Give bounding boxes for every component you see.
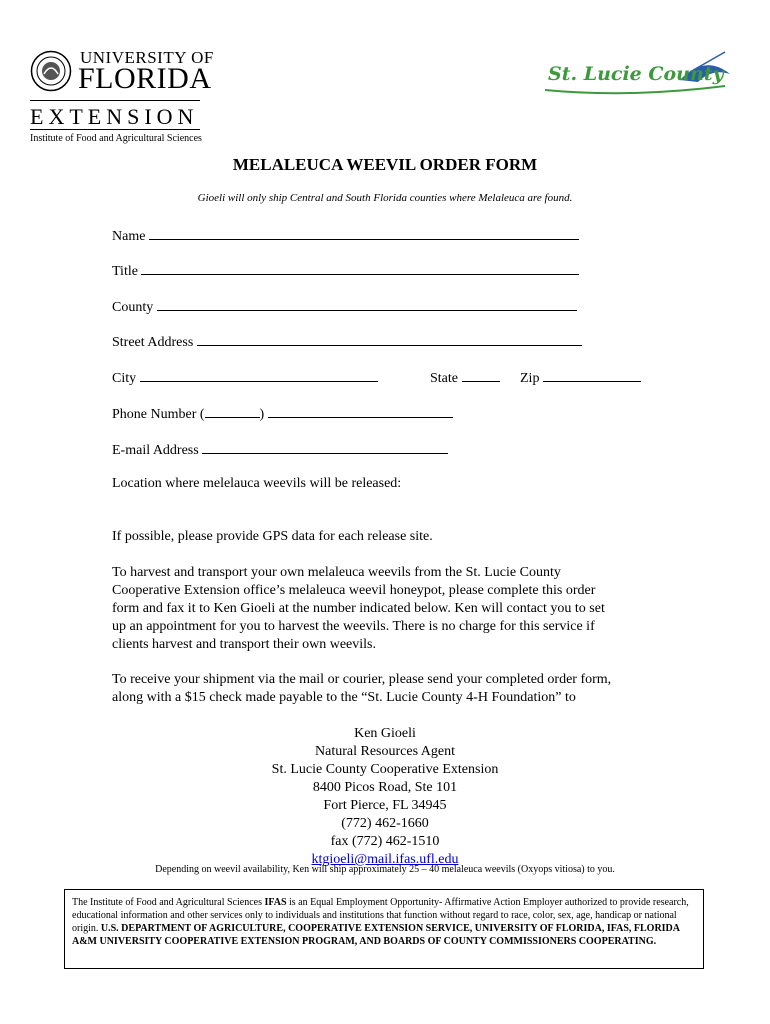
title-line[interactable] <box>141 261 579 275</box>
uf-florida-text: FLORIDA <box>78 62 212 95</box>
disclaimer-bold: U.S. DEPARTMENT OF AGRICULTURE, COOPERATIVE EXTENSION SERVICE, UNIVERSITY OF FLORIDA, IFAS, FLORIDA A&M UNIVERSITY COOPERATIVE EXTENSION PROGRAM, AND BOARDS OF COUNTY COMMISSIONERS COOPERATING. <box>72 923 680 947</box>
contact-role: Natural Resources Agent <box>315 744 455 759</box>
subtitle: Gioeli will only ship Central and South Florida counties where Melaleuca are found. <box>197 192 573 204</box>
shipment-paragraph <box>112 671 672 707</box>
phone-paren: ) <box>259 407 265 422</box>
phone-label: Phone Number ( <box>112 407 205 422</box>
city-field[interactable] <box>112 368 378 387</box>
contact-phone: (772) 462-1660 <box>341 816 429 831</box>
paragraph-line: form and fax it to Ken Gioeli at the number indicated below. Ken will contact you to set <box>112 601 605 616</box>
st-lucie-county-logo <box>540 50 735 100</box>
paragraph-line: To harvest and transport your own melaleuca weevils from the St. Lucie County <box>112 565 561 580</box>
county-field[interactable] <box>112 297 577 316</box>
contact-name: Ken Gioeli <box>354 726 416 741</box>
disclaimer-box <box>64 889 704 969</box>
contact-street: 8400 Picos Road, Ste 101 <box>312 780 458 795</box>
city-line[interactable] <box>140 368 378 382</box>
city-label: City <box>112 371 137 386</box>
state-label: State <box>430 371 458 386</box>
title-label: Title <box>112 264 138 279</box>
contact-city: Fort Pierce, FL 34945 <box>323 798 447 813</box>
uf-seal-icon <box>30 50 72 92</box>
name-label: Name <box>112 229 146 244</box>
email-field[interactable] <box>112 440 448 459</box>
contact-email-link[interactable]: ktgioeli@mail.ifas.ufl.edu <box>311 852 459 867</box>
contact-block <box>0 725 770 869</box>
state-field[interactable] <box>430 368 500 387</box>
page-title: MELALEUCA WEEVIL ORDER FORM <box>232 155 538 174</box>
contact-office: St. Lucie County Cooperative Extension <box>271 762 499 777</box>
uf-university-text: UNIVERSITY OF <box>80 48 214 67</box>
gps-text: If possible, please provide GPS data for each release site. <box>112 529 433 544</box>
zip-field[interactable] <box>520 368 641 387</box>
email-label: E-mail Address <box>112 443 199 458</box>
phone-line[interactable] <box>268 404 453 418</box>
name-line[interactable] <box>149 226 579 240</box>
state-line[interactable] <box>462 368 500 382</box>
availability-note: Depending on weevil availability, Ken will ship approximately 25 – 40 melaleuca weevils (Oxyops vitiosa) to you. <box>155 864 615 875</box>
harvest-paragraph <box>112 564 672 654</box>
zip-label: Zip <box>520 371 540 386</box>
paragraph-line: Cooperative Extension office’s melaleuca weevil honeypot, please complete this order <box>112 583 596 598</box>
email-line[interactable] <box>202 440 448 454</box>
disclaimer-ifas: IFAS <box>264 897 287 908</box>
paragraph-line: To receive your shipment via the mail or courier, please send your completed order form, <box>112 672 612 687</box>
location-label: Location where melelauca weevils will be released: <box>112 476 402 491</box>
divider <box>30 100 200 101</box>
phone-field[interactable] <box>112 404 453 423</box>
street-field[interactable] <box>112 332 582 351</box>
disclaimer-text: The Institute of Food and Agricultural Sciences <box>72 897 265 908</box>
county-line[interactable] <box>157 297 577 311</box>
disclaimer-text: is an Equal Employment Opportunity- Affirmative Action Employer authorized to provide research, educational information and other services only to individuals and institutions that function without regard to race, color, sex, age, handicap or national origin. <box>72 897 689 934</box>
street-line[interactable] <box>197 332 582 346</box>
uf-institute-text: Institute of Food and Agricultural Sciences <box>30 133 202 144</box>
name-field[interactable] <box>112 226 579 245</box>
area-code-line[interactable] <box>205 404 260 418</box>
divider <box>30 129 200 130</box>
zip-line[interactable] <box>543 368 641 382</box>
title-field[interactable] <box>112 261 579 280</box>
county-label: County <box>112 300 154 315</box>
uf-extension-text: EXTENSION <box>30 104 199 129</box>
contact-fax: fax (772) 462-1510 <box>330 834 440 849</box>
county-logo-text: St. Lucie County <box>548 63 724 85</box>
paragraph-line: along with a $15 check made payable to the “St. Lucie County 4-H Foundation” to <box>112 690 576 705</box>
street-label: Street Address <box>112 335 194 350</box>
paragraph-line: up an appointment for you to harvest the weevils. There is no charge for this service if <box>112 619 595 634</box>
paragraph-line: clients harvest and transport their own weevils. <box>112 637 376 652</box>
